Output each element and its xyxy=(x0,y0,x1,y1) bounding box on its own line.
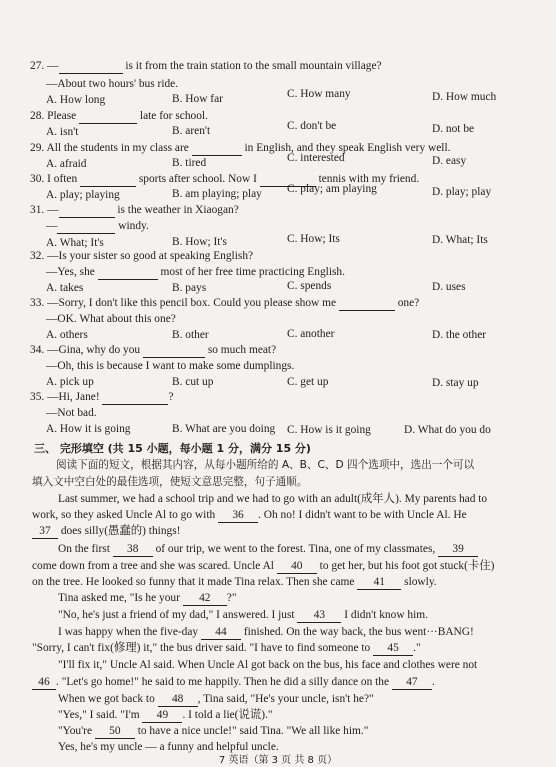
cloze-blank-38: 38 xyxy=(113,543,153,557)
cloze-blank-43: 43 xyxy=(297,609,341,623)
passage-line: Tina asked me, "Is he your 42 ?" xyxy=(58,592,237,604)
passage-line: on the tree. He looked so funny that it made Tina relax. Then she came 41 slowly. xyxy=(32,576,437,588)
question-27-reply: —About two hours' bus ride. xyxy=(46,78,179,90)
option-b: B. am playing; play xyxy=(172,188,262,200)
section-instruction: 阅读下面的短文，根据其内容，从每小题所给的 A、B、C、D 四个选项中，选出一个可以 xyxy=(56,459,475,471)
passage-line: When we got back to 48 , Tina said, "He's your uncle, isn't he?" xyxy=(58,693,374,705)
cloze-blank-37: 37 xyxy=(32,525,58,539)
option-c: C. How; Its xyxy=(287,233,340,245)
passage-line: "Yes," I said. "I'm 49 . I told a lie(说谎)." xyxy=(58,709,273,721)
passage-line: come down from a tree and she was scared. Uncle Al 40 to get her, but his foot got stuck(卡住) xyxy=(32,560,495,572)
passage-line: 37 does silly(愚蠢的) things! xyxy=(32,525,180,539)
cloze-blank-47: 47 xyxy=(392,676,432,690)
cloze-blank-41: 41 xyxy=(357,576,401,590)
answer-blank xyxy=(59,60,123,74)
question-31-reply: — windy. xyxy=(46,220,149,232)
cloze-blank-44: 44 xyxy=(201,626,241,640)
cloze-blank-46: 46 xyxy=(32,676,56,690)
question-35-reply: —Not bad. xyxy=(46,407,97,419)
answer-blank xyxy=(143,344,205,358)
question-30-stem: 30. I often sports after school. Now I tennis with my friend. xyxy=(30,173,420,185)
answer-blank xyxy=(339,297,395,311)
option-b: B. What are you doing xyxy=(172,423,276,435)
option-d: D. easy xyxy=(432,155,467,167)
passage-line: "No, he's just a friend of my dad," I answered. I just 43 I didn't know him. xyxy=(58,609,428,621)
option-c: C. play; am playing xyxy=(287,183,377,195)
answer-blank xyxy=(80,173,136,187)
question-32-reply: —Yes, she most of her free time practicing English. xyxy=(46,266,345,278)
option-d: D. the other xyxy=(432,329,487,341)
answer-blank xyxy=(57,220,115,234)
cloze-blank-48: 48 xyxy=(158,693,198,707)
passage-line: "I'll fix it," Uncle Al said. When Uncle Al got back on the bus, his face and clothes were not xyxy=(58,659,478,671)
passage-line: work, so they asked Uncle Al to go with 36 . Oh no! I didn't want to be with Uncle Al. He xyxy=(32,509,467,521)
option-b: B. aren't xyxy=(172,125,211,137)
option-d: D. not be xyxy=(432,123,475,135)
cloze-blank-36: 36 xyxy=(218,509,258,523)
option-b: B. other xyxy=(172,329,209,341)
option-a: A. play; playing xyxy=(46,189,120,201)
option-c: C. get up xyxy=(287,376,329,388)
cloze-blank-42: 42 xyxy=(183,592,227,606)
option-a: A. takes xyxy=(46,282,84,294)
passage-line: I was happy when the five-day 44 finished. On the way back, the bus went···BANG! xyxy=(58,626,474,638)
question-35-stem: 35. —Hi, Jane! ? xyxy=(30,391,174,403)
option-d: D. What do you do xyxy=(404,424,491,436)
option-c: C. How is it going xyxy=(287,424,371,436)
option-a: A. afraid xyxy=(46,158,87,170)
section-heading: 三、 完形填空 (共 15 小题，每小题 1 分，满分 15 分) xyxy=(34,442,311,455)
answer-blank xyxy=(102,391,168,405)
option-d: D. How much xyxy=(432,91,497,103)
question-34-reply: —Oh, this is because I want to make some dumplings. xyxy=(46,360,295,372)
option-a: A. How it is going xyxy=(46,423,131,435)
option-a: A. How long xyxy=(46,94,106,106)
page-footer: 7 英语（第 3 页 共 8 页） xyxy=(218,755,338,766)
option-b: B. cut up xyxy=(172,376,214,388)
passage-line: "You're 50 to have a nice uncle!" said Tina. "We all like him." xyxy=(58,725,369,737)
option-c: C. interested xyxy=(287,152,345,164)
answer-blank xyxy=(79,110,137,124)
option-a: A. What; It's xyxy=(46,237,104,249)
cloze-blank-40: 40 xyxy=(277,560,317,574)
option-c: C. another xyxy=(287,328,335,340)
cloze-blank-50: 50 xyxy=(95,725,135,739)
option-d: D. play; play xyxy=(432,186,492,198)
passage-line: Yes, he's my uncle — a funny and helpful uncle. xyxy=(58,741,279,753)
option-c: C. How many xyxy=(287,88,351,100)
passage-line: 46 . "Let's go home!" he said to me happily. Then he did a silly dance on the 47 . xyxy=(32,676,435,690)
question-33-stem: 33. —Sorry, I don't like this pencil box. Could you please show me one? xyxy=(30,297,420,309)
cloze-blank-39: 39 xyxy=(438,543,478,557)
option-a: A. pick up xyxy=(46,376,94,388)
passage-line: "Sorry, I can't fix(修理) it," the bus driver said. "I have to find someone to 45 ." xyxy=(32,642,421,654)
question-28-stem: 28. Please late for school. xyxy=(30,110,208,122)
question-33-reply: —OK. What about this one? xyxy=(46,313,176,325)
section-instruction: 填入文中空白处的最佳选项，使短文意思完整，句子通顺。 xyxy=(32,476,308,488)
question-27-stem: 27. — is it from the train station to the small mountain village? xyxy=(30,60,382,72)
cloze-blank-49: 49 xyxy=(142,709,182,723)
answer-blank xyxy=(59,204,115,218)
option-b: B. pays xyxy=(172,282,207,294)
answer-blank xyxy=(192,142,242,156)
option-c: C. don't be xyxy=(287,120,337,132)
option-d: D. stay up xyxy=(432,377,479,389)
answer-blank xyxy=(98,266,158,280)
option-d: D. uses xyxy=(432,281,466,293)
option-d: D. What; Its xyxy=(432,234,488,246)
option-b: B. How far xyxy=(172,93,223,105)
option-a: A. others xyxy=(46,329,88,341)
question-34-stem: 34. —Gina, why do you so much meat? xyxy=(30,344,277,356)
question-31-stem: 31. — is the weather in Xiaogan? xyxy=(30,204,239,216)
option-b: B. How; It's xyxy=(172,236,227,248)
passage-line: On the first 38 of our trip, we went to the forest. Tina, one of my classmates, 39 xyxy=(58,543,478,557)
passage-line: Last summer, we had a school trip and we had to go with an adult(成年人). My parents had to xyxy=(58,493,488,505)
option-b: B. tired xyxy=(172,157,207,169)
option-a: A. isn't xyxy=(46,126,79,138)
question-29-stem: 29. All the students in my class are in English, and they speak English very well. xyxy=(30,142,451,154)
cloze-blank-45: 45 xyxy=(373,642,413,656)
option-c: C. spends xyxy=(287,280,332,292)
question-32-stem: 32. —Is your sister so good at speaking English? xyxy=(30,250,254,262)
